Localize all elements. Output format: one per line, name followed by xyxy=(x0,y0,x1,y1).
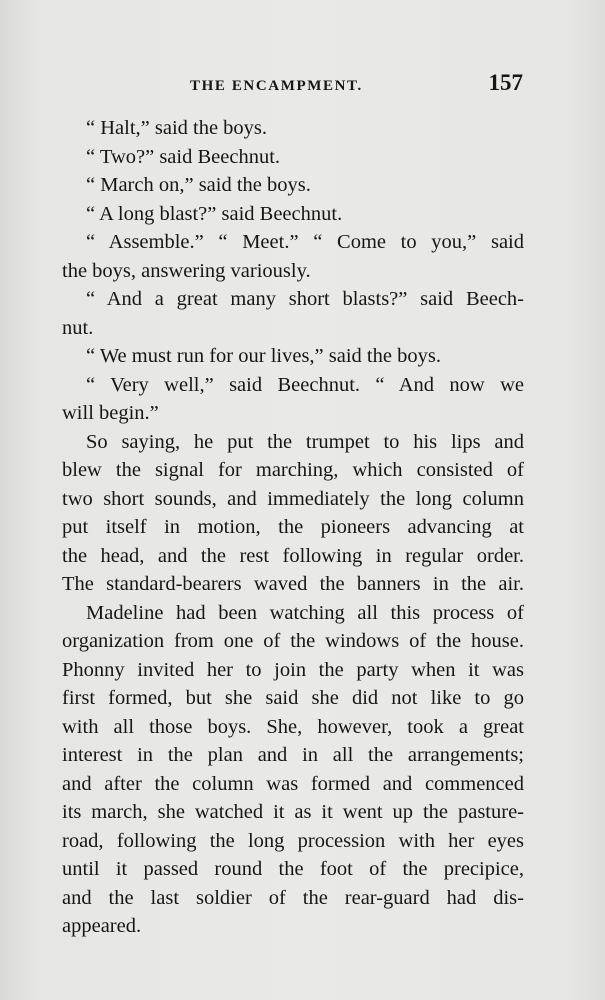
text-line: So saying, he put the trumpet to his lips and xyxy=(86,430,524,453)
text-line: nut. xyxy=(62,316,94,339)
text-line: appeared. xyxy=(62,915,142,937)
text-line: put itself in motion, the pioneers advancing at xyxy=(62,516,524,538)
text-line: “ Two?” said Beechnut. xyxy=(86,145,281,168)
running-title: THE ENCAMPMENT. xyxy=(190,78,363,94)
text-line: Madeline had been watching all this process of xyxy=(86,601,524,624)
text-line: organization from one of the windows of the house. xyxy=(62,630,524,652)
text-line: “ Assemble.” “ Meet.” “ Come to you,” said xyxy=(86,231,524,253)
text-line: will begin.” xyxy=(62,402,159,424)
text-line: The standard-bearers waved the banners in the air. xyxy=(62,573,524,595)
text-line: and after the column was formed and commenced xyxy=(62,772,524,795)
text-line: two short sounds, and immediately the long column xyxy=(62,487,524,510)
text-line: interest in the plan and in all the arrangements; xyxy=(62,744,524,766)
text-line: “ We must run for our lives,” said the boys. xyxy=(86,345,441,367)
text-line: “ Halt,” said the boys. xyxy=(86,117,268,139)
text-line: road, following the long procession with her eyes xyxy=(62,829,524,852)
text-line: until it passed round the foot of the precipice, xyxy=(62,858,524,880)
text-line: and the last soldier of the rear-guard had dis- xyxy=(62,886,524,909)
text-line: “ March on,” said the boys. xyxy=(86,174,311,196)
text-line: “ And a great many short blasts?” said Beech- xyxy=(86,288,524,310)
text-line: the boys, answering variously. xyxy=(62,259,311,282)
text-line: with all those boys. She, however, took a great xyxy=(62,715,524,738)
text-line: the head, and the rest following in regular order. xyxy=(62,544,524,567)
text-line: first formed, but she said she did not like to go xyxy=(62,687,524,709)
text-line: “ Very well,” said Beechnut. “ And now we xyxy=(86,373,524,396)
page-number: 157 xyxy=(488,70,523,95)
page-body xyxy=(62,114,524,941)
text-line: its march, she watched it as it went up the pasture- xyxy=(62,801,524,823)
text-line: blew the signal for marching, which consisted of xyxy=(62,459,524,481)
text-line: “ A long blast?” said Beechnut. xyxy=(86,202,343,225)
text-line: Phonny invited her to join the party when it was xyxy=(62,658,524,681)
